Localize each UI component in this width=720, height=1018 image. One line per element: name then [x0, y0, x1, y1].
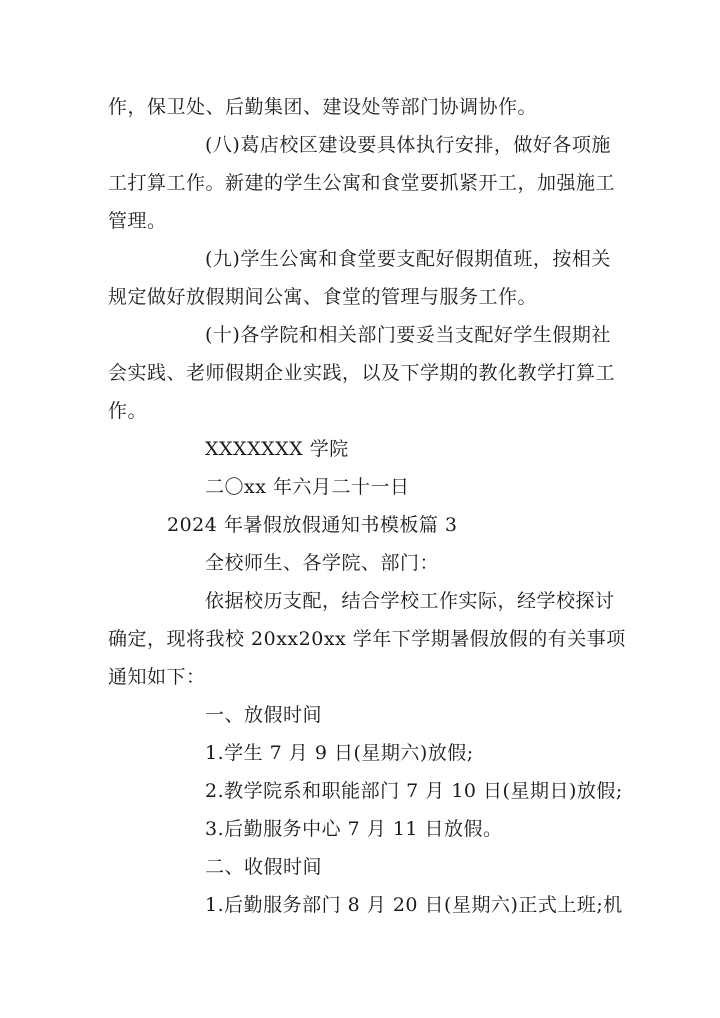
body-text-line: 作，保卫处、后勤集团、建设处等部门协调协作。	[108, 96, 538, 118]
section-heading: 2024 年暑假放假通知书模板篇 3	[167, 514, 458, 536]
signature-institution: XXXXXXX 学院	[205, 438, 349, 460]
salutation: 全校师生、各学院、部门：	[205, 552, 440, 574]
body-text-line: 工打算工作。新建的学生公寓和食堂要抓紧开工，加强施工	[108, 172, 616, 194]
list-item-9: (九)学生公寓和食堂要支配好假期值班，按相关	[205, 248, 611, 270]
list-item-8: (八)葛店校区建设要具体执行安排，做好各项施	[205, 134, 611, 156]
signature-date: 二〇xx 年六月二十一日	[205, 476, 410, 498]
body-text-line: 规定做好放假期间公寓、食堂的管理与服务工作。	[108, 286, 538, 308]
subsection-heading: 一、放假时间	[205, 704, 323, 726]
body-text-line: 通知如下：	[108, 666, 206, 688]
subsection-heading: 二、收假时间	[205, 856, 323, 878]
body-text-line: 作。	[108, 400, 148, 422]
body-text-line: 依据校历支配，结合学校工作实际，经学校探讨	[205, 590, 615, 612]
list-item: 1.学生 7 月 9 日(星期六)放假;	[205, 742, 474, 764]
list-item: 2.教学院系和职能部门 7 月 10 日(星期日)放假;	[205, 780, 623, 802]
body-text-line: 管理。	[108, 210, 167, 232]
body-text-line: 确定，现将我校 20xx20xx 学年下学期暑假放假的有关事项	[108, 628, 626, 650]
list-item: 1.后勤服务部门 8 月 20 日(星期六)正式上班;机	[205, 894, 623, 916]
body-text-line: 会实践、老师假期企业实践，以及下学期的教化教学打算工	[108, 362, 616, 384]
list-item: 3.后勤服务中心 7 月 11 日放假。	[205, 818, 503, 840]
list-item-10: (十)各学院和相关部门要妥当支配好学生假期社	[205, 324, 611, 346]
